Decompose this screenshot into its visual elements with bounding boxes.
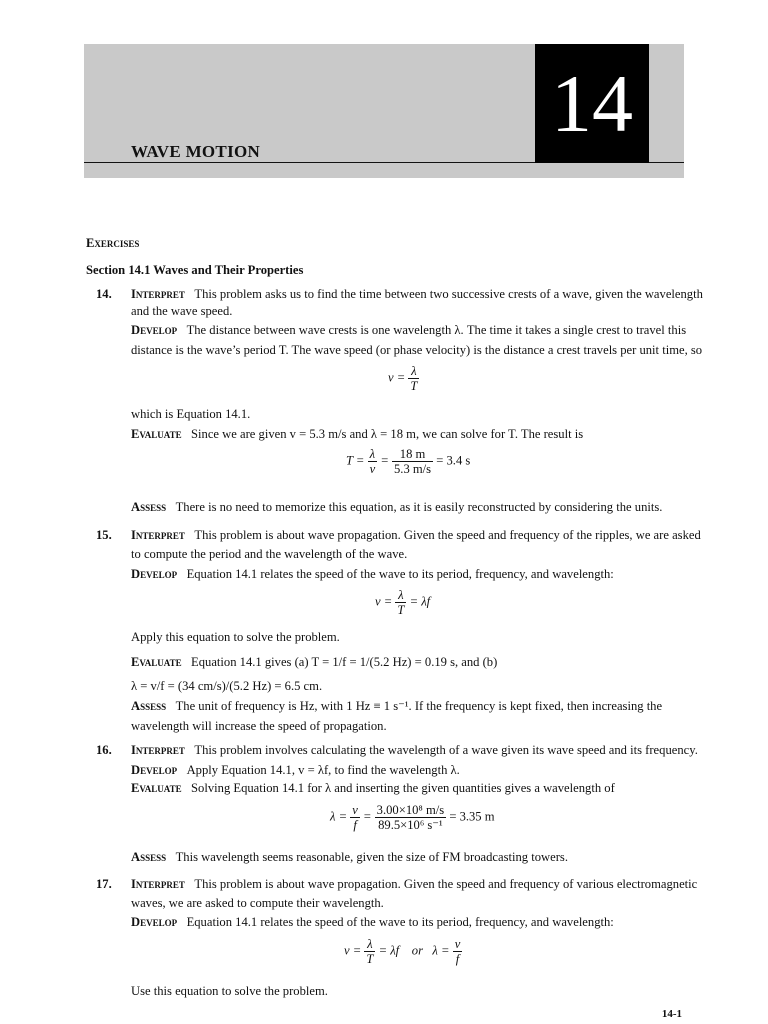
eq-lhs: v = <box>344 943 362 958</box>
problem-number: 17. <box>96 877 112 891</box>
numerator: v <box>352 803 358 817</box>
p15-develop-text: Equation 14.1 relates the speed of the wave to its period, frequency, and wavelength: <box>186 567 614 581</box>
p14-assess-text: There is no need to memorize this equation, as it is easily reconstructed by considering the units. <box>175 500 663 514</box>
numerator: v <box>454 937 461 951</box>
denominator: T <box>366 952 374 966</box>
eq-rhs: = 3.35 m <box>449 809 495 824</box>
fraction <box>368 447 378 476</box>
numerator: λ <box>395 588 406 603</box>
p15-interpret-line-1 <box>131 527 701 543</box>
fraction <box>350 803 360 832</box>
problem-number: 15. <box>96 528 112 542</box>
numerator: λ <box>408 364 419 379</box>
p15-evaluate-line-1 <box>131 654 497 670</box>
p17-interpret-line-1 <box>131 876 697 892</box>
eq-lhs: v = <box>388 370 406 385</box>
p15-interpret-line-2: to compute the period and the wavelength of the wave. <box>131 547 408 561</box>
numerator: 18 m <box>392 447 433 462</box>
p16-assess-text: This wavelength seems reasonable, given the size of FM broadcasting towers. <box>175 850 568 864</box>
develop-label: Develop <box>131 567 178 581</box>
p15-evaluate-line-2: λ = v/f = (34 cm/s)/(5.2 Hz) = 6.5 cm. <box>131 679 323 693</box>
p16-evaluate-text: Solving Equation 14.1 for λ and inserting the given quantities gives a wavelength of <box>191 781 615 795</box>
p16-develop-text: Apply Equation 14.1, v = λf, to find the wavelength λ. <box>186 763 460 777</box>
numerator: λ <box>364 937 375 952</box>
interpret-label: Interpret <box>131 743 185 757</box>
equation-v-and-lambda <box>344 937 462 966</box>
eq-lhs: T = <box>346 453 365 468</box>
p14-develop-line-2: distance is the wave’s period T. The wave speed (or phase velocity) is the distance a crest travels per unit time, so <box>131 343 703 357</box>
fraction <box>453 937 463 966</box>
evaluate-label: Evaluate <box>131 427 182 441</box>
p17-develop-line <box>131 914 614 930</box>
denominator: f <box>455 952 460 966</box>
denominator: v <box>369 462 376 476</box>
p15-apply-line: Apply this equation to solve the problem. <box>131 630 340 644</box>
denominator: T <box>410 379 418 393</box>
numerator: λ <box>368 447 378 462</box>
p14-assess-line <box>131 499 662 515</box>
p17-develop-text: Equation 14.1 relates the speed of the wave to its period, frequency, and wavelength: <box>186 915 614 929</box>
section-heading: Section 14.1 Waves and Their Properties <box>86 263 304 277</box>
page-number: 14-1 <box>661 1008 682 1020</box>
p15-develop-line <box>131 566 614 582</box>
denominator: T <box>397 603 405 617</box>
eq-rhs: = λf <box>409 594 431 609</box>
assess-label: Assess <box>131 699 167 713</box>
assess-label: Assess <box>131 850 167 864</box>
fraction <box>364 937 375 966</box>
p15-assess-line-2: wavelength will increase the speed of propagation. <box>131 719 387 733</box>
fraction <box>392 447 433 476</box>
chapter-number: 14 <box>551 57 633 149</box>
develop-label: Develop <box>131 323 178 337</box>
interpret-label: Interpret <box>131 528 185 542</box>
p16-interpret-text: This problem involves calculating the wavelength of a wave given its wave speed and its frequency. <box>194 743 698 757</box>
evaluate-label: Evaluate <box>131 655 182 669</box>
equation-v-lambda-f <box>375 588 430 617</box>
equation-period-result <box>346 447 470 476</box>
interpret-label: Interpret <box>131 877 185 891</box>
eq-equals: = <box>363 809 372 824</box>
p17-interpret-line-2: waves, we are asked to compute their wavelength. <box>131 896 384 910</box>
interpret-label: Interpret <box>131 287 185 301</box>
p15-evaluate-text: Equation 14.1 gives (a) T = 1/f = 1/(5.2 Hz) = 0.19 s, and (b) <box>191 655 498 669</box>
evaluate-label: Evaluate <box>131 781 182 795</box>
eq-lhs: v = <box>375 594 393 609</box>
denominator: 5.3 m/s <box>394 462 432 476</box>
exercises-heading: Exercises <box>86 236 140 250</box>
fraction <box>395 588 406 617</box>
problem-number: 16. <box>96 743 112 757</box>
denominator: f <box>353 818 357 832</box>
p16-evaluate-line <box>131 780 615 796</box>
p16-assess-line <box>131 849 568 865</box>
p14-interpret-text: This problem asks us to find the time between two successive crests of a wave, given the wavelength <box>194 287 703 301</box>
p16-interpret-line <box>131 742 698 758</box>
numerator: 3.00×10⁸ m/s <box>376 803 445 817</box>
develop-label: Develop <box>131 915 178 929</box>
assess-label: Assess <box>131 500 167 514</box>
p15-assess-line-1 <box>131 698 662 714</box>
p14-develop-line-1 <box>131 322 686 338</box>
p17-interpret-text: This problem is about wave propagation. Given the speed and frequency of various electromagnetic <box>194 877 698 891</box>
problem-number: 14. <box>96 287 112 301</box>
chapter-title: WAVE MOTION <box>131 142 261 161</box>
p14-evaluate-text: Since we are given v = 5.3 m/s and λ = 18 m, we can solve for T. The result is <box>191 427 584 441</box>
p14-evaluate-line <box>131 426 583 442</box>
p15-interpret-text: This problem is about wave propagation. Given the speed and frequency of the ripples, we are asked <box>194 528 701 542</box>
fraction <box>408 364 419 393</box>
p14-develop-text: The distance between wave crests is one wavelength λ. The time it takes a single crest to travel this <box>186 323 687 337</box>
equation-wavelength-result <box>330 803 495 832</box>
eq-equals: = <box>380 453 389 468</box>
eq-middle: = λf or λ = <box>378 943 450 958</box>
p14-interpret-line-2: and the wave speed. <box>131 304 233 318</box>
p15-assess-text: The unit of frequency is Hz, with 1 Hz ≡ 1 s⁻¹. If the frequency is kept fixed, then increasing the <box>175 699 663 713</box>
equation-v-lambda-over-T <box>388 364 419 393</box>
eq-rhs: = 3.4 s <box>436 453 471 468</box>
denominator: 89.5×10⁶ s⁻¹ <box>378 818 443 832</box>
fraction <box>375 803 446 832</box>
p17-use-line: Use this equation to solve the problem. <box>131 984 328 998</box>
p14-interpret-line-1 <box>131 286 703 302</box>
develop-label: Develop <box>131 763 178 777</box>
p14-after-equation: which is Equation 14.1. <box>131 407 251 421</box>
p16-develop-line <box>131 762 460 778</box>
eq-lhs: λ = <box>330 809 348 824</box>
